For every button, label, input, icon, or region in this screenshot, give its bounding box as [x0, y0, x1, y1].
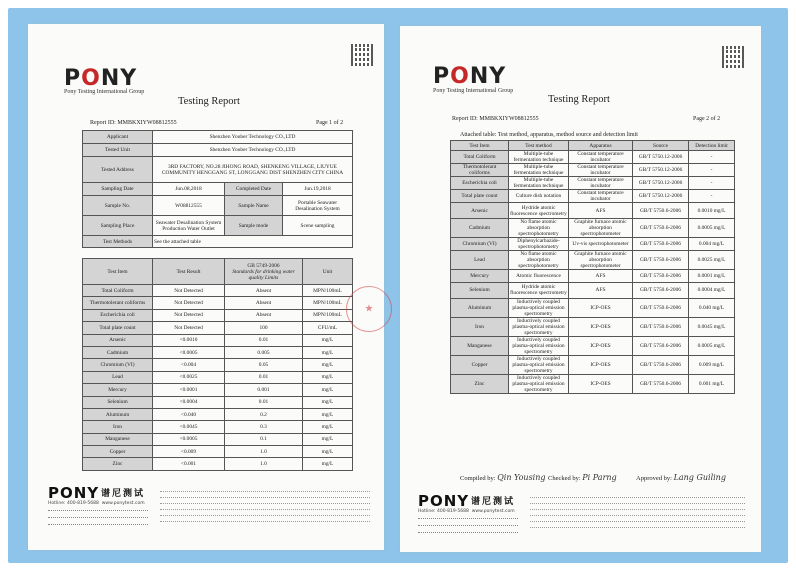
table-row: [83, 458, 353, 470]
cell-method: Hydride atomic fluorescence spectrometry: [510, 204, 567, 217]
checked-by: [548, 473, 617, 482]
cell-item: Aluminum: [451, 298, 509, 317]
star-icon: ★: [364, 303, 374, 315]
cell-method: Multiple-tube fermentation technique: [509, 164, 569, 177]
cell-value: Scene sampling: [283, 216, 353, 236]
cell-item: Total Coliform: [451, 151, 509, 164]
cell-limit: 0.040 mg/L: [689, 298, 735, 317]
qr-code-icon: [351, 44, 373, 66]
cell-unit: mg/L: [303, 408, 353, 420]
cell-label: Tested Unit: [83, 144, 153, 157]
cell-limit: 0.05: [225, 359, 303, 371]
cell-item: Escherichia coli: [451, 177, 509, 190]
cell-result: <0.0045: [153, 421, 225, 433]
report-id: Report ID: MMBKXIYW08812555: [90, 120, 177, 126]
cell-limit: 0.2: [225, 408, 303, 420]
cell-source: GB/T 5750.6-2006: [633, 298, 689, 317]
cell-source: GB/T 5750.6-2006: [633, 270, 689, 283]
qr-code-icon: [722, 46, 744, 68]
table-row: [451, 336, 735, 355]
footer-address: [418, 516, 518, 537]
cell-limit: 0.0025 mg/L: [689, 251, 735, 270]
cell-item: Mercury: [451, 270, 509, 283]
cell-source: GB/T 5750.6-2006: [633, 282, 689, 298]
cell-limit: 100: [225, 322, 303, 334]
cell-label: Sampling Date: [83, 183, 153, 196]
cell-value: Portable Seawater Desalination System: [283, 196, 353, 216]
cell-result: <0.0025: [153, 371, 225, 383]
cell-result: <0.0005: [153, 433, 225, 445]
cell-limit: 0.004 mg/L: [689, 238, 735, 251]
table-row: [83, 297, 353, 309]
cell-apparatus: AFS: [569, 203, 633, 219]
cell-item: Selenium: [451, 282, 509, 298]
approved-signature: Lang Guiling: [673, 473, 726, 482]
cell-source: GB/T 5750.6-2006: [633, 374, 689, 393]
table-row: [451, 238, 735, 251]
table-row: [83, 334, 353, 346]
cell-item: Lead: [83, 371, 153, 383]
cell-result: <0.001: [153, 458, 225, 470]
cell-value: Shenzhen Youber Technology CO.,LTD: [153, 131, 353, 144]
table-row: [83, 396, 353, 408]
cell-method: Inductively coupled plasma-optical emission spectrometry: [509, 374, 569, 393]
cell-apparatus: Constant temperature incubator: [569, 164, 633, 177]
cell-result: Not Detected: [153, 309, 225, 321]
footer-logo: PONY: [48, 484, 100, 502]
header-test-item: Test Item: [451, 141, 509, 151]
cell-unit: mg/L: [303, 396, 353, 408]
cell-source: GB/T 5750.6-2006: [633, 203, 689, 219]
header-test-item: Test Item: [83, 259, 153, 285]
table-row: [83, 433, 353, 445]
table-row: [451, 298, 735, 317]
header-apparatus: Apparatus: [569, 141, 633, 151]
table-row: [83, 359, 353, 371]
cell-item: Aluminum: [83, 408, 153, 420]
cell-item: Total plate count: [83, 322, 153, 334]
checked-label: Checked by:: [548, 475, 581, 482]
cell-unit: CFU/mL: [303, 322, 353, 334]
header-unit: Unit: [303, 259, 353, 285]
cell-result: Not Detected: [153, 322, 225, 334]
cell-result: Not Detected: [153, 297, 225, 309]
cell-label: Tested Address: [83, 157, 153, 183]
cell-item: Arsenic: [83, 334, 153, 346]
cell-limit: -: [689, 190, 735, 203]
cell-method: Multiple-tube fermentation technique: [509, 151, 569, 164]
cell-value: Shenzhen Youber Technology CO.,LTD: [153, 144, 353, 157]
website-text: www.ponytest.com: [471, 509, 515, 514]
cell-item: Manganese: [451, 336, 509, 355]
header-test-method: Test method: [509, 141, 569, 151]
cell-result: <0.0004: [153, 396, 225, 408]
company-group-name: Pony Testing International Group: [433, 88, 514, 94]
cell-limit: 0.01: [225, 396, 303, 408]
company-logo: PONY: [433, 64, 507, 89]
cell-item: Total Coliform: [83, 285, 153, 297]
table-row: [451, 374, 735, 393]
cell-item: Arsenic: [451, 203, 509, 219]
cell-unit: mg/L: [303, 371, 353, 383]
footer-address: [48, 508, 148, 529]
cell-unit: mg/L: [303, 346, 353, 358]
standard-name: Standards for drinking water quality Limits: [232, 268, 295, 281]
report-id: Report ID: MMBKXIYW08812555: [452, 116, 539, 122]
table-row: [451, 317, 735, 336]
table-row: [451, 251, 735, 270]
cell-value: Jun.08,2018: [153, 183, 225, 196]
cell-limit: Absent: [225, 285, 303, 297]
cell-label: Sample Name: [225, 196, 283, 216]
cell-result: <0.0001: [153, 384, 225, 396]
compiled-label: Compiled by:: [460, 475, 496, 482]
cell-apparatus: Graphite furnace atomic absorption spectrophotometer: [569, 219, 633, 238]
cell-limit: 0.001 mg/L: [689, 374, 735, 393]
cell-result: Not Detected: [153, 285, 225, 297]
cell-limit: 0.0005 mg/L: [689, 219, 735, 238]
cell-limit: Absent: [225, 297, 303, 309]
footer-hotline: [48, 501, 145, 506]
cell-item: Zinc: [451, 374, 509, 393]
cell-item: Escherichia coli: [83, 309, 153, 321]
cell-method: Inductively coupled plasma-optical emission spectrometry: [509, 317, 569, 336]
sample-info-table: [82, 130, 353, 248]
cell-item: Copper: [83, 446, 153, 458]
cell-item: Cadmium: [83, 346, 153, 358]
cell-apparatus: Constant temperature incubator: [569, 177, 633, 190]
cell-limit: 0.009 mg/L: [689, 355, 735, 374]
table-row: [83, 446, 353, 458]
cell-apparatus: ICP-OES: [569, 336, 633, 355]
table-row: [451, 151, 735, 164]
cell-item: Copper: [451, 355, 509, 374]
table-row: [451, 203, 735, 219]
cell-limit: 0.0010 mg/L: [689, 203, 735, 219]
cell-source: GB/T 5750.6-2006: [633, 355, 689, 374]
cell-unit: MPN/100mL: [303, 297, 353, 309]
cell-item: Chromium (VI): [451, 238, 509, 251]
cell-unit: mg/L: [303, 446, 353, 458]
cell-result: <0.004: [153, 359, 225, 371]
footer-branches: [160, 488, 370, 524]
cell-result: <0.0010: [153, 334, 225, 346]
table-row: [83, 421, 353, 433]
cell-value: Jun.19,2018: [283, 183, 353, 196]
cell-limit: 0.1: [225, 433, 303, 445]
cell-limit: 1.0: [225, 458, 303, 470]
page-number: Page 2 of 2: [693, 116, 721, 122]
cell-unit: mg/L: [303, 458, 353, 470]
cell-value: Seawater Desalination System Production Water Outlet: [153, 216, 225, 236]
cell-method: Inductively coupled plasma-optical emission spectrometry: [509, 355, 569, 374]
cell-unit: mg/L: [303, 334, 353, 346]
cell-unit: mg/L: [303, 384, 353, 396]
cell-method: Atomic fluorescence: [509, 270, 569, 283]
cell-result: <0.040: [153, 408, 225, 420]
cell-method: Culture dish notation: [509, 190, 569, 203]
table-row: [451, 190, 735, 203]
table-row: [83, 309, 353, 321]
table-row: [83, 384, 353, 396]
hotline-text: Hotline: 400-819-5688: [418, 509, 469, 514]
table-row: [83, 346, 353, 358]
table-row: [83, 285, 353, 297]
page-title: Testing Report: [548, 94, 610, 105]
cell-limit: -: [689, 151, 735, 164]
test-results-table: [82, 258, 353, 471]
table-row: [83, 408, 353, 420]
cell-apparatus: AFS: [569, 282, 633, 298]
cell-source: GB/T 5750.6-2006: [633, 238, 689, 251]
cell-unit: mg/L: [303, 421, 353, 433]
cell-result: <0.0005: [153, 346, 225, 358]
cell-unit: MPN/100mL: [303, 309, 353, 321]
cell-method: No flame atomic absorption spectrophotometry: [509, 219, 569, 238]
header-test-result: Test Result: [153, 259, 225, 285]
cell-apparatus: ICP-OES: [569, 374, 633, 393]
method-table: [450, 140, 735, 394]
table-row: [451, 270, 735, 283]
report-page-1: [28, 24, 384, 550]
cell-source: GB/T 5750.12-2006: [633, 151, 689, 164]
cell-method: Diphenylcarbazide-spectrophotometry: [509, 238, 569, 251]
footer-branches: [530, 494, 745, 530]
cell-value: W08812555: [153, 196, 225, 216]
cell-source: GB/T 5750.12-2006: [633, 177, 689, 190]
cell-limit: Absent: [225, 309, 303, 321]
cell-value: 3RD FACTORY, NO.28 JIHONG ROAD, SHENKENG VILLAGE, LIUYUE COMMUNITY HENGGANG ST, LONGGANG DIST SHENZHEN CITY CHINA: [153, 157, 353, 183]
cell-apparatus: AFS: [569, 270, 633, 283]
cell-unit: MPN/100mL: [303, 285, 353, 297]
cell-source: GB/T 5750.6-2006: [633, 251, 689, 270]
company-group-name: Pony Testing International Group: [64, 89, 145, 95]
cell-item: Iron: [451, 317, 509, 336]
cell-item: Thermotolerant coliforms: [451, 164, 509, 177]
page-number: Page 1 of 2: [316, 120, 344, 126]
cell-limit: 0.0001 mg/L: [689, 270, 735, 283]
cell-source: GB/T 5750.12-2006: [633, 190, 689, 203]
cell-source: GB/T 5750.6-2006: [633, 317, 689, 336]
cell-method: No flame atomic absorption spectrophotometry: [509, 251, 569, 270]
cell-limit: -: [689, 177, 735, 190]
cell-item: Cadmium: [451, 219, 509, 238]
website-text: www.ponytest.com: [101, 501, 145, 506]
cell-method: Inductively coupled plasma-optical emission spectrometry: [509, 336, 569, 355]
compiled-by: [460, 473, 546, 482]
cell-limit: 0.005: [225, 346, 303, 358]
cell-item: Selenium: [83, 396, 153, 408]
cell-apparatus: Uv-vis spectrophotometer: [569, 238, 633, 251]
table-row: [83, 322, 353, 334]
cell-value: See the attached table: [153, 236, 353, 248]
cell-limit: 0.0004 mg/L: [689, 282, 735, 298]
cell-method: Multiple-tube fermentation technique: [509, 177, 569, 190]
cell-item: Chromium (VI): [83, 359, 153, 371]
cell-label: Sampling Place: [83, 216, 153, 236]
cell-apparatus: Constant temperature incubator: [569, 190, 633, 203]
cell-limit: 0.0045 mg/L: [689, 317, 735, 336]
compiled-signature: Qin Yousing: [497, 473, 546, 482]
table-row: [451, 164, 735, 177]
cell-item: Lead: [451, 251, 509, 270]
header-detection-limit: Detection limit: [689, 141, 735, 151]
cell-label: Sample No.: [83, 196, 153, 216]
page-title: Testing Report: [178, 96, 240, 107]
table-row: [451, 282, 735, 298]
cell-limit: 0.0005 mg/L: [689, 336, 735, 355]
cell-item: Mercury: [83, 384, 153, 396]
table-row: [83, 371, 353, 383]
cell-apparatus: Constant temperature incubator: [569, 151, 633, 164]
company-logo: PONY: [64, 66, 138, 91]
cell-item: Thermotolerant coliforms: [83, 297, 153, 309]
checked-signature: Pi Parng: [582, 473, 617, 482]
cell-unit: mg/L: [303, 359, 353, 371]
footer-logo: PONY: [418, 492, 470, 510]
cell-label: Applicant: [83, 131, 153, 144]
header-standard: [225, 259, 303, 285]
table-row: [451, 219, 735, 238]
cell-label: Completed Date: [225, 183, 283, 196]
table-row: [451, 177, 735, 190]
footer-logo-cn: 谱尼测试: [101, 489, 146, 499]
cell-limit: 1.0: [225, 446, 303, 458]
cell-label: Test Methods: [83, 236, 153, 248]
cell-limit: 0.3: [225, 421, 303, 433]
cell-method: Hydride atomic fluorescence spectrometry: [510, 284, 567, 296]
footer-logo-cn: 谱尼测试: [471, 497, 516, 507]
header-source: Source: [633, 141, 689, 151]
cell-apparatus: ICP-OES: [569, 317, 633, 336]
cell-result: <0.009: [153, 446, 225, 458]
official-stamp: [346, 286, 392, 332]
cell-limit: 0.01: [225, 371, 303, 383]
cell-item: Iron: [83, 421, 153, 433]
cell-apparatus: Graphite furnace atomic absorption spectrophotometer: [569, 251, 633, 270]
cell-source: GB/T 5750.6-2006: [633, 219, 689, 238]
cell-source: GB/T 5750.12-2006: [633, 164, 689, 177]
report-page-2: [400, 26, 761, 552]
attached-table-caption: Attached table: Test method, apparatus, method source and detection limit: [460, 132, 638, 138]
table-row: [451, 355, 735, 374]
cell-method: Inductively coupled plasma-optical emission spectrometry: [509, 298, 569, 317]
footer-hotline: [418, 509, 515, 514]
cell-label: Sample mode: [225, 216, 283, 236]
cell-item: Total plate count: [451, 190, 509, 203]
cell-apparatus: ICP-OES: [569, 355, 633, 374]
standard-code: GB 5749-2006: [247, 262, 280, 269]
approved-by: [636, 473, 726, 482]
cell-apparatus: ICP-OES: [569, 298, 633, 317]
cell-source: GB/T 5750.6-2006: [633, 336, 689, 355]
cell-item: Zinc: [83, 458, 153, 470]
cell-limit: 0.001: [225, 384, 303, 396]
cell-limit: 0.01: [225, 334, 303, 346]
cell-item: Manganese: [83, 433, 153, 445]
cell-unit: mg/L: [303, 433, 353, 445]
cell-limit: -: [689, 164, 735, 177]
approved-label: Approved by:: [636, 475, 672, 482]
hotline-text: Hotline: 400-819-5688: [48, 501, 99, 506]
